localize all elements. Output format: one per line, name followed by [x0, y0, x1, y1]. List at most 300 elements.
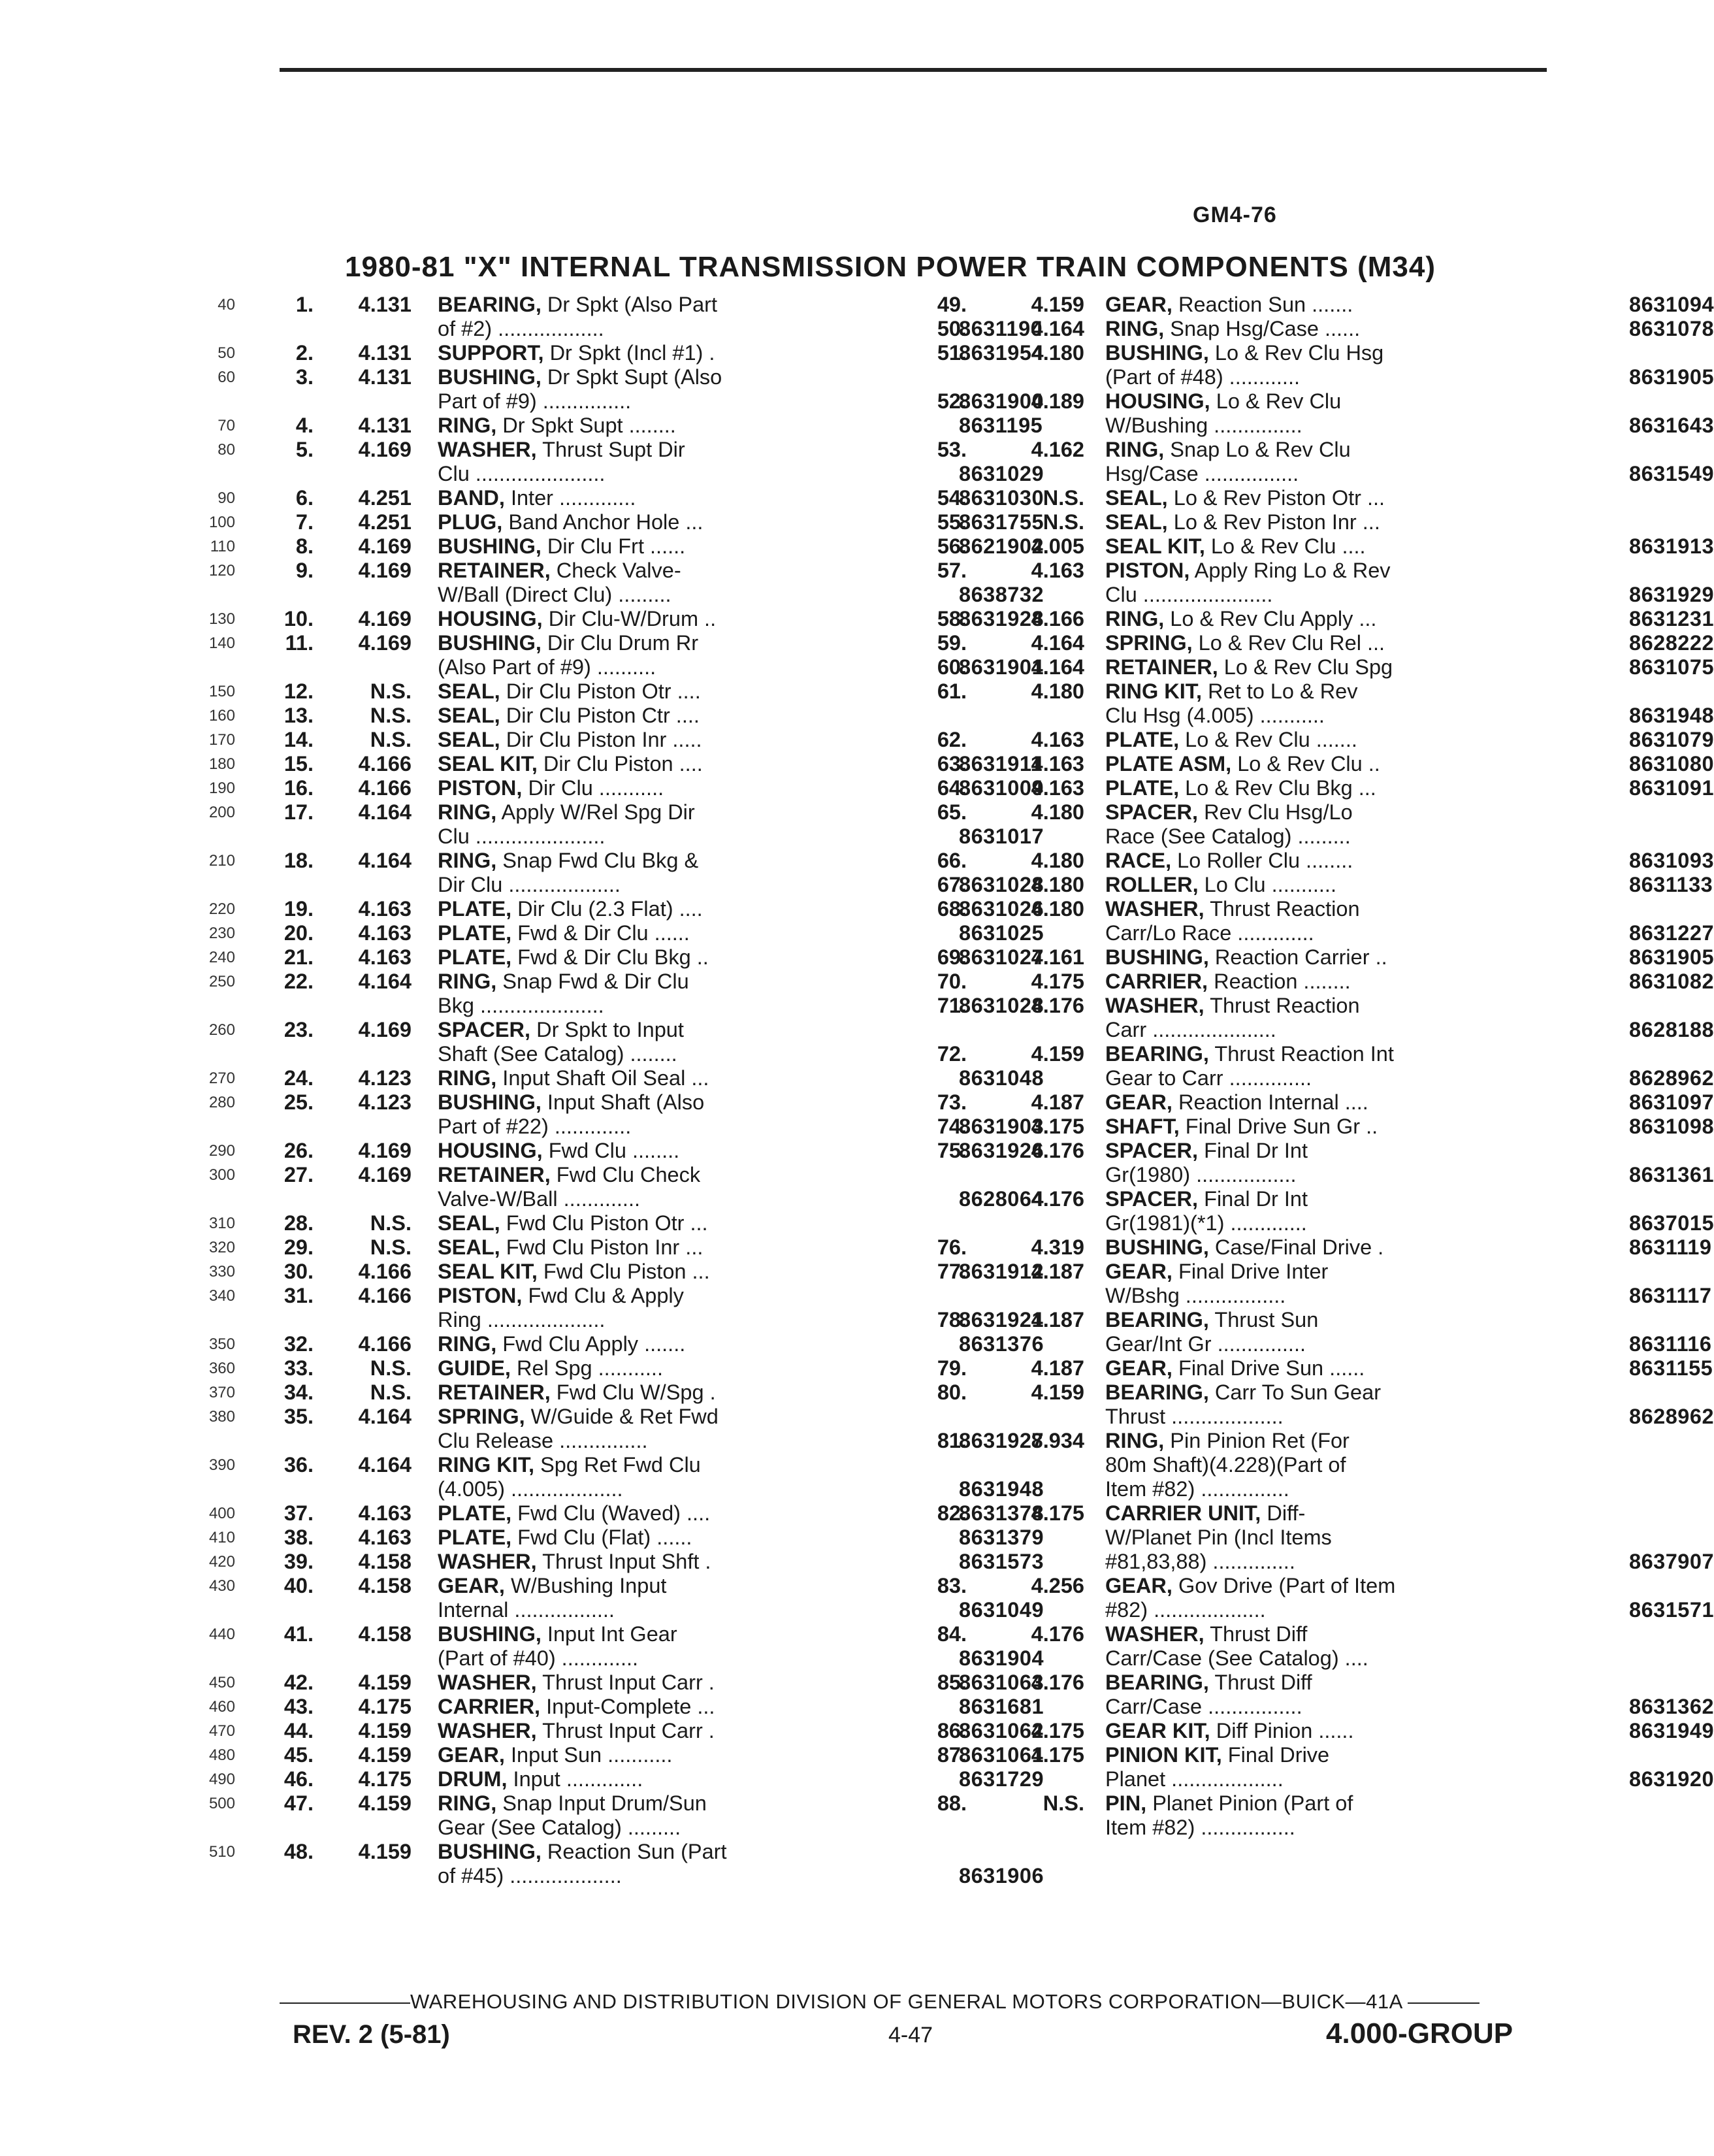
part-name: WASHER, [438, 438, 537, 461]
description-text: Reaction Sun ....... [1172, 293, 1353, 316]
part-description [438, 1598, 954, 1622]
footer-rule-left [280, 2002, 410, 2004]
group-number: 4.163 [1031, 559, 1084, 582]
part-number: 8631379 [959, 1526, 1044, 1549]
description-text: Diff Pinion ...... [1210, 1719, 1354, 1742]
description-text: Dir Clu Piston Inr ..... [500, 728, 702, 751]
part-description [438, 704, 954, 728]
item-number: 37. [283, 1501, 314, 1525]
group-number: N.S. [370, 704, 412, 727]
part-description [438, 1380, 954, 1405]
row-number: 430 [208, 1577, 235, 1595]
group-number: 4.175 [1031, 1115, 1084, 1138]
part-description [438, 1405, 954, 1429]
item-number: 78. [937, 1308, 967, 1331]
row-number: 370 [208, 1384, 235, 1401]
part-description [1105, 1453, 1625, 1477]
item-number: 5. [295, 438, 314, 461]
item-number: 22. [283, 970, 314, 993]
part-description [438, 317, 954, 341]
part-name: PISTON, [1105, 559, 1190, 582]
part-number: 8631954 [959, 341, 1044, 365]
part-number: 8631029 [959, 462, 1044, 485]
description-text: Dir Clu Drum Rr [541, 631, 699, 655]
part-number: 8631920 [1629, 1767, 1714, 1791]
row-number: 460 [208, 1698, 235, 1716]
part-name: BUSHING, [1105, 1235, 1209, 1259]
item-number: 49. [937, 293, 967, 316]
item-number: 3. [295, 365, 314, 389]
group-label: 4.000-GROUP [1326, 2017, 1513, 2050]
part-description [438, 1719, 954, 1743]
part-number: 8631155 [1629, 1356, 1713, 1380]
row-number: 90 [218, 489, 235, 507]
part-description [438, 365, 954, 389]
part-description [1105, 1405, 1625, 1429]
part-name: RING, [1105, 438, 1165, 461]
description-text: Dir Clu ................... [438, 873, 621, 896]
description-text: Final Drive [1221, 1743, 1330, 1767]
part-description [1105, 1260, 1625, 1284]
row-number: 170 [208, 731, 235, 749]
part-description [1105, 559, 1625, 583]
part-description [438, 945, 954, 970]
description-text: Dr Spkt (Incl #1) . [543, 341, 715, 365]
description-text: Part of #22) ............. [438, 1115, 632, 1138]
part-number: 8631117 [1629, 1284, 1712, 1307]
item-number: 75. [937, 1139, 967, 1162]
description-text: Dr Spkt Supt ........ [496, 414, 676, 437]
row-number: 300 [208, 1166, 235, 1184]
part-description [438, 994, 954, 1018]
description-text: Clu ...................... [438, 825, 606, 848]
group-number: N.S. [370, 679, 412, 703]
part-description [438, 438, 954, 462]
footer-division [280, 1990, 1521, 2014]
part-name: BUSHING, [438, 1840, 542, 1863]
part-description [438, 1139, 954, 1163]
part-description [438, 1211, 954, 1235]
description-text: Carr To Sun Gear [1208, 1380, 1382, 1404]
part-description [1105, 728, 1625, 752]
description-text: Race (See Catalog) ......... [1105, 825, 1351, 848]
part-number: 8631116 [1629, 1332, 1712, 1356]
part-number: 8631571 [1629, 1598, 1714, 1622]
description-text: Fwd & Dir Clu Bkg .. [511, 945, 709, 969]
part-description [438, 655, 954, 679]
row-number: 350 [208, 1335, 235, 1353]
part-description [1105, 1767, 1625, 1791]
part-name: HOUSING, [1105, 389, 1210, 413]
part-number: 8638732 [959, 583, 1044, 606]
catalog-code: GM4-76 [1193, 203, 1277, 227]
item-number: 34. [283, 1380, 314, 1404]
part-number: 8631755 [959, 510, 1044, 534]
part-description [1105, 1816, 1625, 1840]
item-number: 41. [283, 1622, 314, 1646]
part-name: RETAINER, [438, 1163, 551, 1186]
part-name: SEAL, [438, 1235, 500, 1259]
group-number: 4.180 [1031, 873, 1084, 896]
description-text: Case/Final Drive . [1208, 1235, 1384, 1259]
description-text: Gr(1980) ................. [1105, 1163, 1297, 1186]
group-number: 4.159 [358, 1840, 412, 1863]
part-name: RING KIT, [438, 1453, 535, 1477]
part-number: 8631227 [1629, 921, 1714, 945]
part-description [1105, 679, 1625, 704]
row-number: 40 [218, 296, 235, 314]
group-number: 4.131 [358, 341, 412, 365]
row-number: 330 [208, 1263, 235, 1281]
part-number: 8631094 [1629, 293, 1714, 316]
item-number: 68. [937, 897, 967, 921]
description-text: Item #82) ............... [1105, 1477, 1289, 1501]
description-text: Lo Roller Clu ........ [1171, 849, 1353, 872]
description-text: Lo & Rev Clu Hsg [1208, 341, 1384, 365]
item-number: 56. [937, 534, 967, 558]
group-number: 4.158 [358, 1574, 412, 1597]
part-description [1105, 825, 1625, 849]
page-title: 1980-81 "X" INTERNAL TRANSMISSION POWER TRAIN COMPONENTS (M34) [345, 251, 1436, 283]
part-name: SEAL, [438, 1211, 500, 1235]
part-name: RACE, [1105, 849, 1172, 872]
description-text: Input Shaft (Also [541, 1090, 705, 1114]
part-name: GEAR KIT, [1105, 1719, 1210, 1742]
part-description [1105, 438, 1625, 462]
description-text: Rel Spg ........... [510, 1356, 663, 1380]
description-text: Snap Fwd & Dir Clu [496, 970, 689, 993]
row-number: 160 [208, 707, 235, 725]
item-number: 51. [937, 341, 967, 365]
item-number: 81. [937, 1429, 967, 1452]
group-number: 4.176 [1031, 1671, 1084, 1694]
item-number: 11. [285, 631, 314, 655]
part-description [438, 1646, 954, 1671]
part-description [1105, 1671, 1625, 1695]
part-description [1105, 1646, 1625, 1671]
description-text: Clu Release ............... [438, 1429, 648, 1452]
description-text: Lo & Rev Clu Bkg ... [1179, 776, 1376, 800]
description-text: W/Bshg ................. [1105, 1284, 1286, 1307]
item-number: 43. [283, 1695, 314, 1718]
group-number: 4.180 [1031, 679, 1084, 703]
description-text: Apply W/Rel Spg Dir [496, 800, 695, 824]
item-number: 69. [937, 945, 967, 969]
description-text: Rev Clu Hsg/Lo [1198, 800, 1353, 824]
part-description [438, 1791, 954, 1816]
item-number: 54. [937, 486, 967, 510]
item-number: 18. [283, 849, 314, 872]
part-number: 8631905 [1629, 945, 1714, 969]
description-text: Carr ..................... [1105, 1018, 1276, 1041]
description-text: Lo & Rev Clu [1210, 389, 1342, 413]
group-number: 4.131 [358, 293, 412, 316]
part-description [1105, 389, 1625, 414]
row-number: 410 [208, 1529, 235, 1546]
group-number: 4.159 [1031, 1042, 1084, 1066]
part-number: 8631729 [959, 1767, 1044, 1791]
part-name: SPRING, [1105, 631, 1193, 655]
item-number: 24. [283, 1066, 314, 1090]
part-name: BUSHING, [438, 631, 542, 655]
description-text: Snap Fwd Clu Bkg & [496, 849, 699, 872]
part-name: GEAR, [1105, 1090, 1172, 1114]
description-text: Fwd Clu & Apply [522, 1284, 684, 1307]
part-name: GEAR, [438, 1574, 505, 1597]
part-name: PISTON, [438, 776, 523, 800]
group-number: 4.131 [358, 414, 412, 437]
group-number: 4.123 [358, 1066, 412, 1090]
part-description [1105, 1356, 1625, 1380]
part-name: SEAL, [1105, 510, 1168, 534]
part-name: BUSHING, [438, 1090, 542, 1114]
part-number: 8631017 [959, 825, 1044, 848]
part-description [438, 1453, 954, 1477]
item-number: 30. [283, 1260, 314, 1283]
part-description [1105, 1743, 1625, 1767]
part-name: PLATE ASM, [1105, 752, 1232, 776]
item-number: 13. [283, 704, 314, 727]
part-description [438, 389, 954, 414]
item-number: 2. [295, 341, 314, 365]
row-number: 250 [208, 973, 235, 990]
group-number: 4.163 [1031, 776, 1084, 800]
part-description [438, 341, 954, 365]
part-number: 8631091 [1629, 776, 1714, 800]
part-description [1105, 1139, 1625, 1163]
description-text: Apply Ring Lo & Rev [1189, 559, 1391, 582]
group-number: 4.251 [358, 486, 412, 510]
item-number: 76. [937, 1235, 967, 1259]
part-number: 8628064 [959, 1187, 1044, 1211]
description-text: Reaction Sun (Part [541, 1840, 727, 1863]
item-number: 25. [283, 1090, 314, 1114]
part-description [1105, 776, 1625, 800]
part-number: 8631133 [1629, 873, 1713, 896]
part-description [438, 1864, 954, 1888]
description-text: Dir Clu Frt ...... [541, 534, 686, 558]
description-text: Ring .................... [438, 1308, 606, 1331]
item-number: 63. [937, 752, 967, 776]
description-text: Dir Clu (2.3 Flat) .... [511, 897, 703, 921]
part-name: BUSHING, [438, 1622, 542, 1646]
part-number: 8621902 [959, 534, 1044, 558]
part-description [438, 1574, 954, 1598]
part-description [438, 1187, 954, 1211]
part-description [1105, 1574, 1625, 1598]
description-text: Thrust Sun [1208, 1308, 1319, 1331]
part-description [438, 800, 954, 825]
part-description [438, 1163, 954, 1187]
part-name: SEAL, [1105, 486, 1168, 510]
group-number: 4.163 [358, 897, 412, 921]
part-description [438, 873, 954, 897]
part-name: BUSHING, [1105, 945, 1209, 969]
description-text: Dir Clu Piston Otr .... [500, 679, 701, 703]
description-text: W/Bushing Input [504, 1574, 667, 1597]
part-description [438, 1090, 954, 1115]
description-text: Internal ................. [438, 1598, 615, 1622]
part-description [438, 1816, 954, 1840]
part-description [1105, 1163, 1625, 1187]
group-number: 4.166 [358, 776, 412, 800]
group-number: 4.163 [358, 921, 412, 945]
part-description [1105, 1598, 1625, 1622]
description-text: Dir Clu Piston .... [537, 752, 703, 776]
part-name: RING, [438, 414, 497, 437]
description-text: Dr Spkt Supt (Also [541, 365, 722, 389]
part-number: 8631913 [1629, 534, 1714, 558]
part-description [438, 462, 954, 486]
item-number: 1. [295, 293, 314, 316]
part-name: GEAR, [1105, 1356, 1172, 1380]
part-description [438, 1671, 954, 1695]
part-name: RETAINER, [1105, 655, 1218, 679]
part-name: BUSHING, [438, 534, 542, 558]
description-text: 80m Shaft)(4.228)(Part of [1105, 1453, 1346, 1477]
part-number: 8631078 [1629, 317, 1714, 340]
part-description [438, 510, 954, 534]
item-number: 10. [283, 607, 314, 630]
part-number: 8631119 [1629, 1235, 1712, 1259]
item-number: 65. [937, 800, 967, 824]
group-number: 4.158 [358, 1622, 412, 1646]
row-number: 150 [208, 683, 235, 700]
part-description [1105, 1308, 1625, 1332]
item-number: 32. [283, 1332, 314, 1356]
part-number: 8631900 [959, 389, 1044, 413]
part-description [1105, 486, 1625, 510]
group-number: 4.187 [1031, 1260, 1084, 1283]
part-number: 8631030 [959, 486, 1044, 510]
item-number: 67. [937, 873, 967, 896]
part-name: SEAL, [438, 679, 500, 703]
group-number: 4.164 [358, 970, 412, 993]
part-description [438, 1429, 954, 1453]
part-description [1105, 1066, 1625, 1090]
group-number: 4.180 [1031, 897, 1084, 921]
row-number: 120 [208, 562, 235, 580]
part-description [438, 1767, 954, 1791]
description-text: Ret to Lo & Rev [1202, 679, 1358, 703]
group-number: 4.166 [358, 1332, 412, 1356]
row-number: 210 [208, 852, 235, 870]
part-name: RING, [438, 1791, 497, 1815]
group-number: 4.163 [1031, 728, 1084, 751]
group-number: N.S. [370, 1380, 412, 1404]
part-number: 8631027 [959, 945, 1044, 969]
row-number: 510 [208, 1843, 235, 1861]
description-text: Valve-W/Ball ............. [438, 1187, 641, 1211]
part-name: PISTON, [438, 1284, 523, 1307]
group-number: 4.176 [1031, 1622, 1084, 1646]
group-number: 4.169 [358, 631, 412, 655]
item-number: 73. [937, 1090, 967, 1114]
part-description [1105, 1115, 1625, 1139]
description-text: Hsg/Case ................ [1105, 462, 1299, 485]
item-number: 15. [283, 752, 314, 776]
row-number: 380 [208, 1408, 235, 1426]
item-number: 42. [283, 1671, 314, 1694]
description-text: W/Guide & Ret Fwd [525, 1405, 719, 1428]
part-number: 8631061 [959, 1743, 1044, 1767]
part-description [438, 1260, 954, 1284]
description-text: Final Drive Sun ...... [1172, 1356, 1365, 1380]
description-text: Thrust Diff [1208, 1671, 1312, 1694]
part-number: 8631927 [959, 1429, 1044, 1452]
part-description [438, 897, 954, 921]
group-number: 4.159 [358, 1671, 412, 1694]
item-number: 62. [937, 728, 967, 751]
row-number: 260 [208, 1021, 235, 1039]
description-text: of #45) ................... [438, 1864, 622, 1887]
part-description [1105, 921, 1625, 945]
part-name: PLATE, [438, 921, 512, 945]
part-number: 8631028 [959, 994, 1044, 1017]
description-text: Thrust Input Carr . [536, 1671, 715, 1694]
item-number: 20. [283, 921, 314, 945]
item-number: 72. [937, 1042, 967, 1066]
description-text: Snap Lo & Rev Clu [1164, 438, 1351, 461]
description-text: Thrust Input Carr . [536, 1719, 715, 1742]
part-name: SEAL, [438, 704, 500, 727]
part-name: HOUSING, [438, 607, 543, 630]
part-description [438, 1235, 954, 1260]
description-text: Dir Clu Piston Ctr .... [500, 704, 700, 727]
description-text: W/Planet Pin (Incl Items [1105, 1526, 1332, 1549]
item-number: 60. [937, 655, 967, 679]
description-text: Clu ...................... [438, 462, 606, 485]
part-description [1105, 752, 1625, 776]
part-number: 8631079 [1629, 728, 1714, 751]
group-number: 4.163 [1031, 752, 1084, 776]
part-name: PLATE, [438, 1501, 512, 1525]
part-description [438, 1018, 954, 1042]
part-number: 8631573 [959, 1550, 1044, 1573]
item-number: 28. [283, 1211, 314, 1235]
item-number: 19. [283, 897, 314, 921]
part-name: PLATE, [438, 1526, 512, 1549]
item-number: 82. [937, 1501, 967, 1525]
description-text: Band Anchor Hole ... [502, 510, 703, 534]
description-text: Check Valve- [550, 559, 681, 582]
part-name: BEARING, [1105, 1042, 1209, 1066]
part-number: 8631949 [1629, 1719, 1714, 1742]
part-number: 8631190 [959, 317, 1043, 340]
part-description [438, 631, 954, 655]
part-name: RING, [438, 849, 497, 872]
part-name: GEAR, [1105, 293, 1172, 316]
description-text: Thrust Reaction Int [1208, 1042, 1394, 1066]
row-number: 80 [218, 441, 235, 459]
description-text: Item #82) ................ [1105, 1816, 1295, 1839]
group-number: 4.159 [1031, 293, 1084, 316]
part-number: 8631926 [959, 1139, 1044, 1162]
part-name: RING, [438, 800, 497, 824]
part-number: 8631097 [1629, 1090, 1714, 1114]
part-name: WASHER, [438, 1671, 537, 1694]
row-number: 50 [218, 344, 235, 362]
item-number: 26. [283, 1139, 314, 1162]
part-number: 8628962 [1629, 1066, 1714, 1090]
description-text: Thrust Reaction [1204, 897, 1360, 921]
description-text: Bkg ..................... [438, 994, 604, 1017]
part-name: SPACER, [1105, 1139, 1199, 1162]
part-name: BEARING, [438, 293, 542, 316]
part-description [438, 1066, 954, 1090]
part-name: SPACER, [1105, 1187, 1199, 1211]
item-number: 87. [937, 1743, 967, 1767]
